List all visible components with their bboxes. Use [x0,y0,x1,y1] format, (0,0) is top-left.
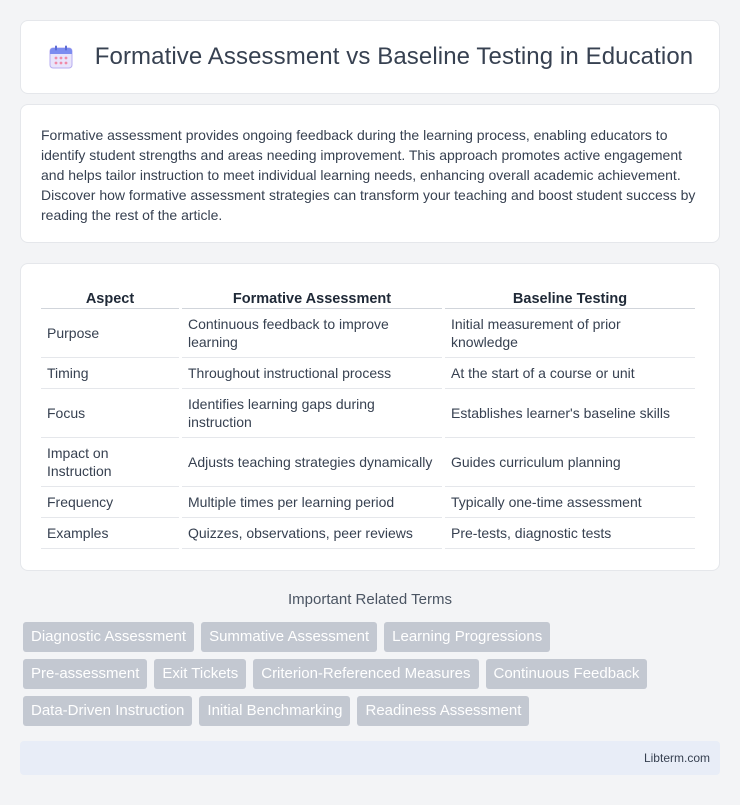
footer [20,741,720,775]
related-term-tag[interactable]: Readiness Assessment [357,696,529,726]
related-term-tag[interactable]: Data-Driven Instruction [23,696,192,726]
header-card [20,20,720,94]
table-cell: Continuous feedback to improve learning [182,309,442,358]
table-cell: Frequency [41,487,179,518]
table-cell: Pre-tests, diagnostic tests [445,518,695,549]
table-cell: Impact on Instruction [41,438,179,487]
intro-card [20,104,720,243]
intro-text: Formative assessment provides ongoing feedback during the learning process, enabling educators to identify student strengths and areas needing improvement. This approach promotes active engagement and helps tailor instruction to meet individual learning needs, enhancing overall academic achievement. Discover how formative assessment strategies can transform your teaching and boost student success by reading the rest of the article. [41,127,696,223]
table-cell: Examples [41,518,179,549]
comparison-table-card [20,263,720,571]
table-cell: Focus [41,389,179,438]
table-row [41,518,695,549]
table-cell: At the start of a course or unit [445,358,695,389]
footer-brand-link[interactable]: Libterm.com [643,751,710,765]
related-term-tag[interactable]: Initial Benchmarking [199,696,350,726]
table-cell: Throughout instructional process [182,358,442,389]
related-term-tag[interactable]: Diagnostic Assessment [23,622,194,652]
table-cell: Adjusts teaching strategies dynamically [182,438,442,487]
page-title: Formative Assessment vs Baseline Testing in Education [94,43,694,70]
related-term-tag[interactable]: Learning Progressions [384,622,550,652]
column-header-baseline: Baseline Testing [445,284,695,309]
column-header-formative: Formative Assessment [182,284,442,309]
table-cell: Guides curriculum planning [445,438,695,487]
related-term-tag[interactable]: Criterion-Referenced Measures [253,659,478,689]
table-cell: Initial measurement of prior knowledge [445,309,695,358]
table-row [41,438,695,487]
column-header-aspect: Aspect [41,284,179,309]
table-cell: Timing [41,358,179,389]
related-term-tag[interactable]: Continuous Feedback [486,659,648,689]
table-cell: Quizzes, observations, peer reviews [182,518,442,549]
related-term-tag[interactable]: Pre-assessment [23,659,147,689]
table-cell: Typically one-time assessment [445,487,695,518]
table-cell: Establishes learner's baseline skills [445,389,695,438]
related-terms-title: Important Related Terms [288,591,452,608]
table-header-row [41,284,695,309]
table-row [41,309,695,358]
table-row [41,487,695,518]
related-term-tag[interactable]: Exit Tickets [154,659,246,689]
table-cell: Identifies learning gaps during instruction [182,389,442,438]
table-row [41,358,695,389]
table-cell: Purpose [41,309,179,358]
table-row [41,389,695,438]
related-term-tag[interactable]: Summative Assessment [201,622,377,652]
calendar-icon [47,43,75,71]
related-terms-tags [23,622,723,733]
table-cell: Multiple times per learning period [182,487,442,518]
comparison-table [38,284,698,549]
